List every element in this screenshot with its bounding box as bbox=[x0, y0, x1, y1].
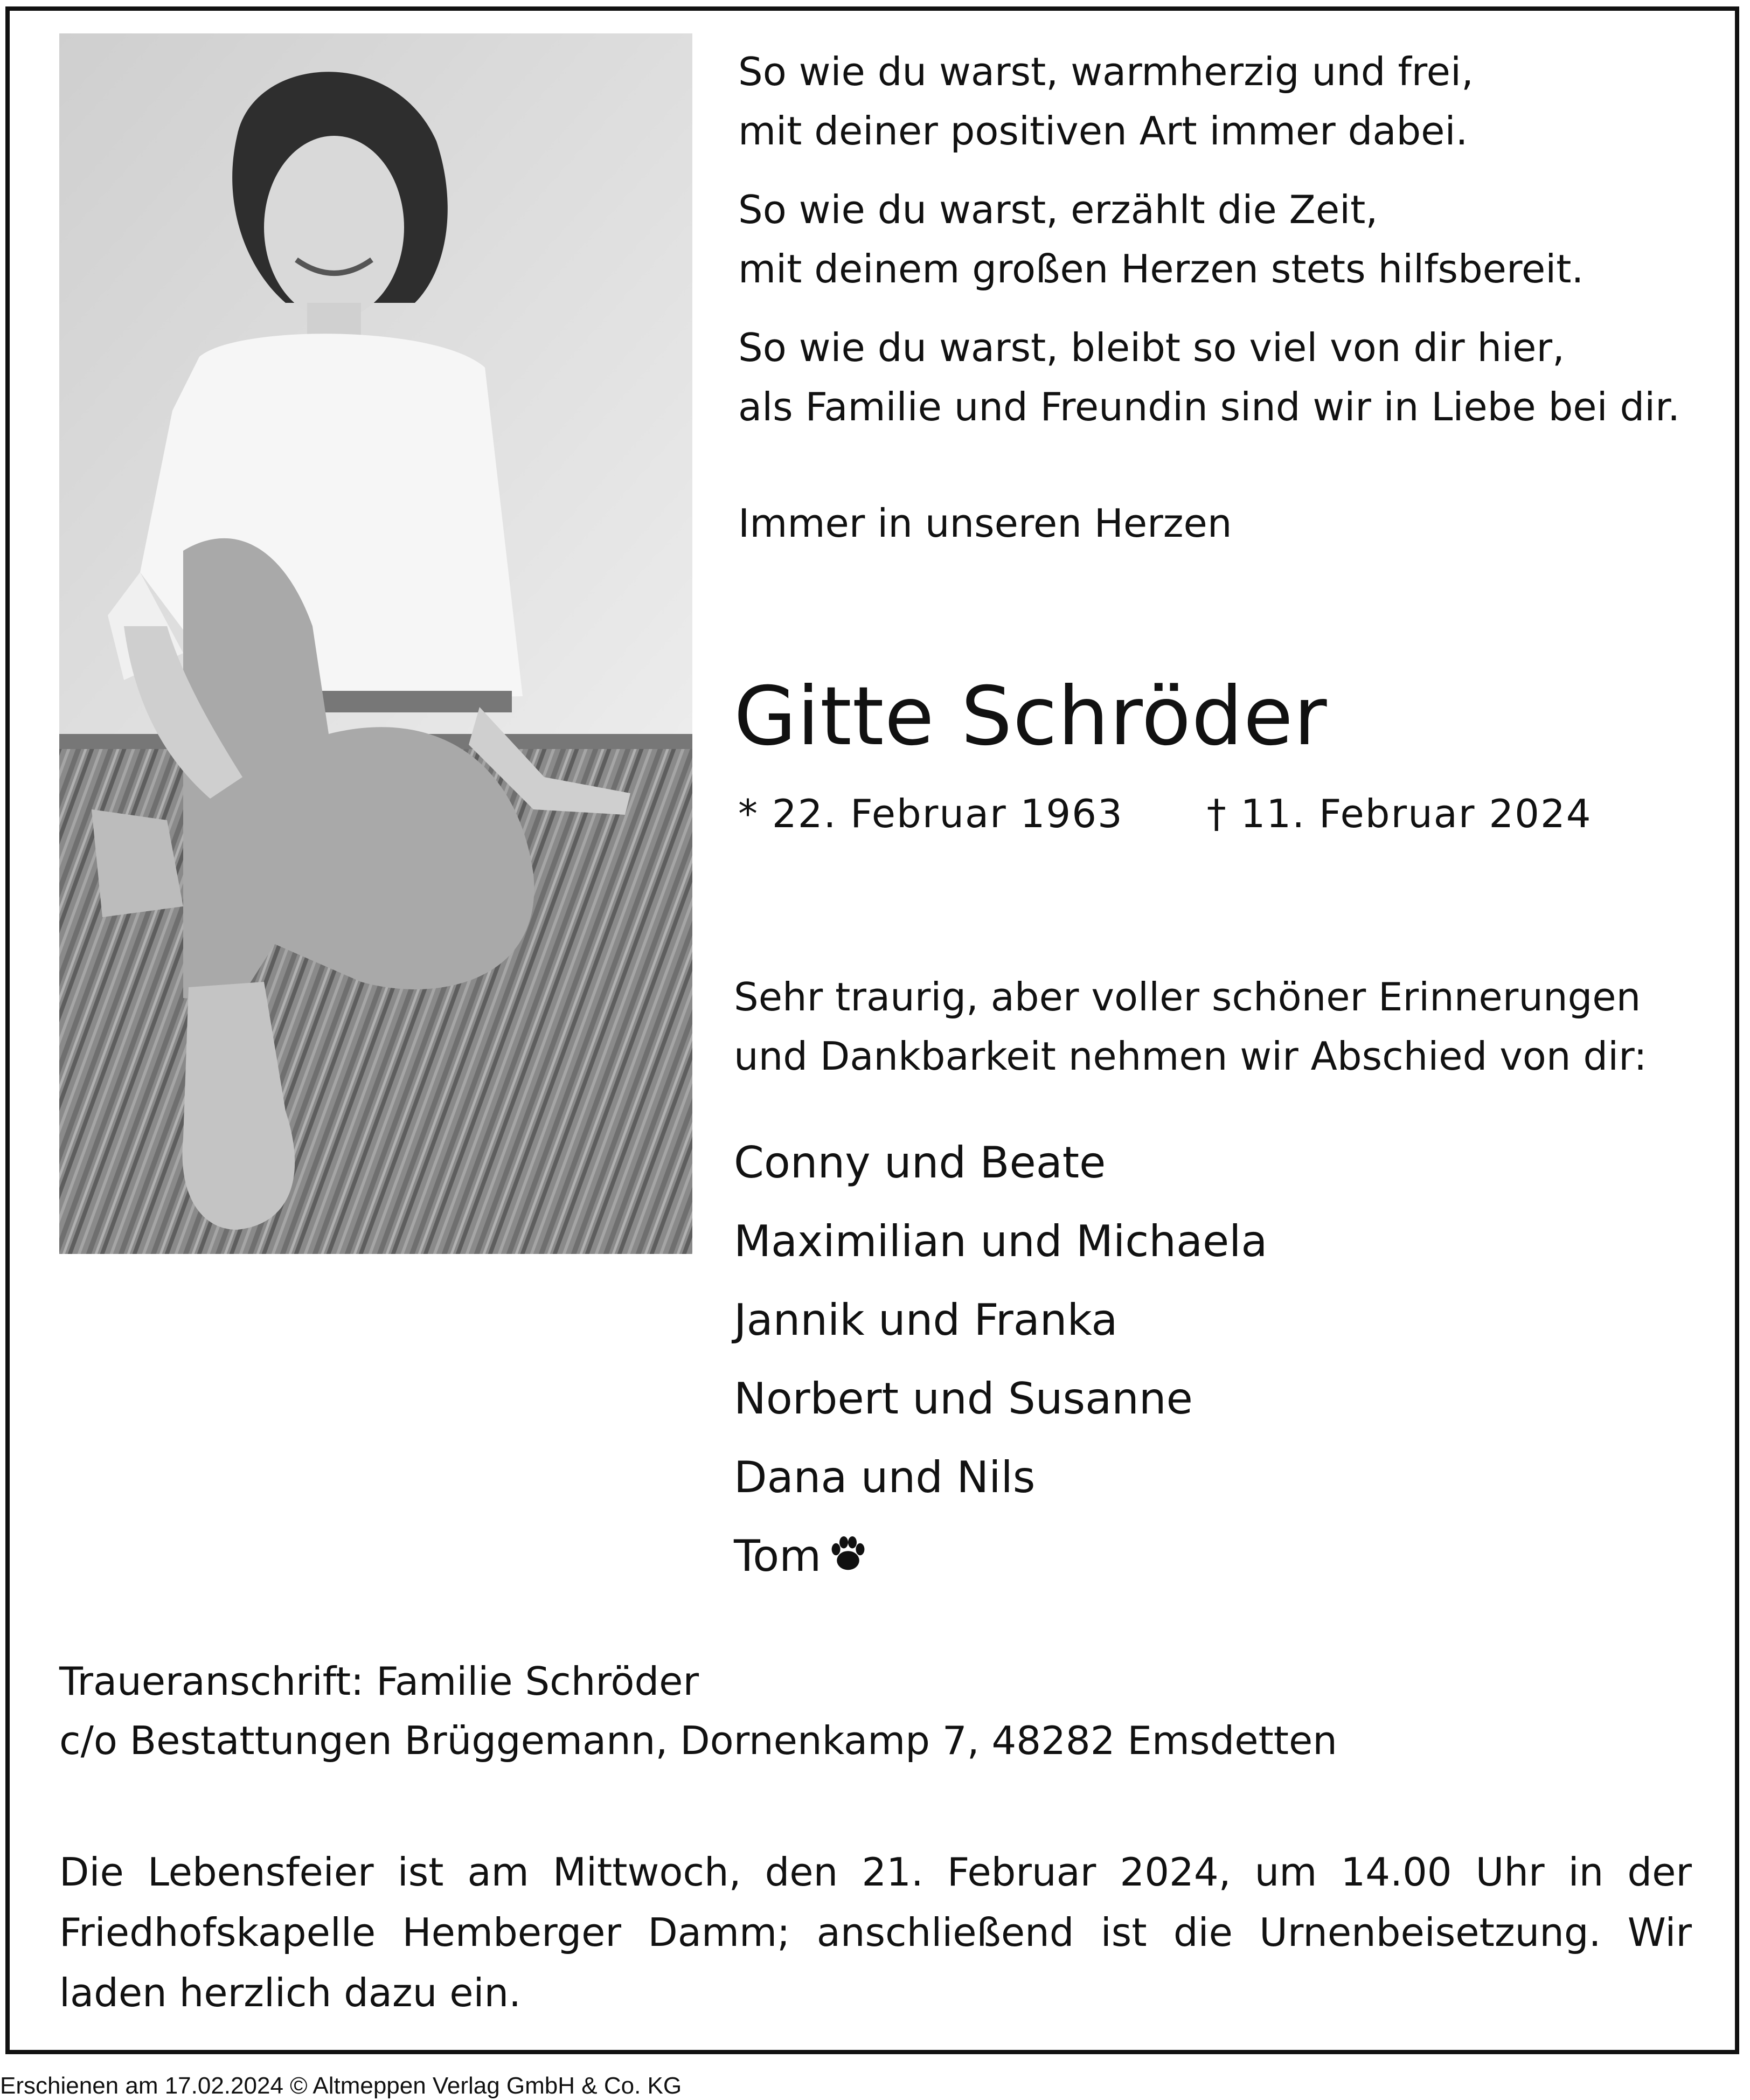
ceremony-info: Die Lebensfeier ist am Mittwoch, den 21. Februar 2024, um 14.00 Uhr in der Friedhofskapelle Hemberger Damm; anschließend ist die Urnenbeisetzung. Wir laden herzlich dazu ein. bbox=[59, 1849, 1692, 2015]
farewell-text bbox=[734, 967, 1647, 1086]
paw-icon bbox=[827, 1521, 870, 1600]
family-member: Conny und Beate bbox=[734, 1138, 1106, 1188]
portrait-illustration bbox=[59, 33, 692, 1254]
address-line: Traueranschrift: Familie Schröder bbox=[59, 1659, 699, 1704]
poem-line: als Familie und Freundin sind wir in Liebe bei dir. bbox=[738, 384, 1680, 429]
poem-line: So wie du warst, erzählt die Zeit, bbox=[738, 187, 1378, 232]
life-dates bbox=[738, 784, 1592, 843]
family-list bbox=[734, 1124, 1267, 1600]
family-member: Jannik und Franka bbox=[734, 1295, 1118, 1345]
family-member: Maximilian und Michaela bbox=[734, 1216, 1268, 1266]
poem bbox=[738, 42, 1724, 456]
poem-stanza bbox=[738, 42, 1724, 161]
poem-line: So wie du warst, bleibt so viel von dir hier, bbox=[738, 325, 1565, 370]
poem-line: mit deinem großen Herzen stets hilfsbereit. bbox=[738, 246, 1584, 292]
farewell-line: Sehr traurig, aber voller schöner Erinnerungen bbox=[734, 974, 1641, 1020]
family-member: Tom bbox=[734, 1531, 822, 1581]
memory-line: Immer in unseren Herzen bbox=[738, 501, 1232, 546]
address-line: c/o Bestattungen Brüggemann, Dornenkamp 7, 48282 Emsdetten bbox=[59, 1718, 1337, 1763]
mourning-address bbox=[59, 1652, 1337, 1770]
family-member-with-pet bbox=[734, 1517, 1267, 1600]
birth-date: * 22. Februar 1963 bbox=[738, 791, 1123, 836]
poem-stanza bbox=[738, 180, 1724, 299]
family-member: Dana und Nils bbox=[734, 1452, 1036, 1502]
portrait-photo bbox=[59, 33, 692, 1254]
publication-footer: Erschienen am 17.02.2024 © Altmeppen Verlag GmbH & Co. KG bbox=[0, 2073, 682, 2099]
deceased-name: Gitte Schröder bbox=[734, 670, 1328, 764]
poem-stanza bbox=[738, 318, 1724, 436]
family-member: Norbert und Susanne bbox=[734, 1374, 1193, 1424]
poem-line: So wie du warst, warmherzig und frei, bbox=[738, 49, 1474, 94]
poem-line: mit deiner positiven Art immer dabei. bbox=[738, 108, 1468, 154]
farewell-line: und Dankbarkeit nehmen wir Abschied von dir: bbox=[734, 1034, 1647, 1079]
death-date: † 11. Februar 2024 bbox=[1206, 791, 1592, 836]
